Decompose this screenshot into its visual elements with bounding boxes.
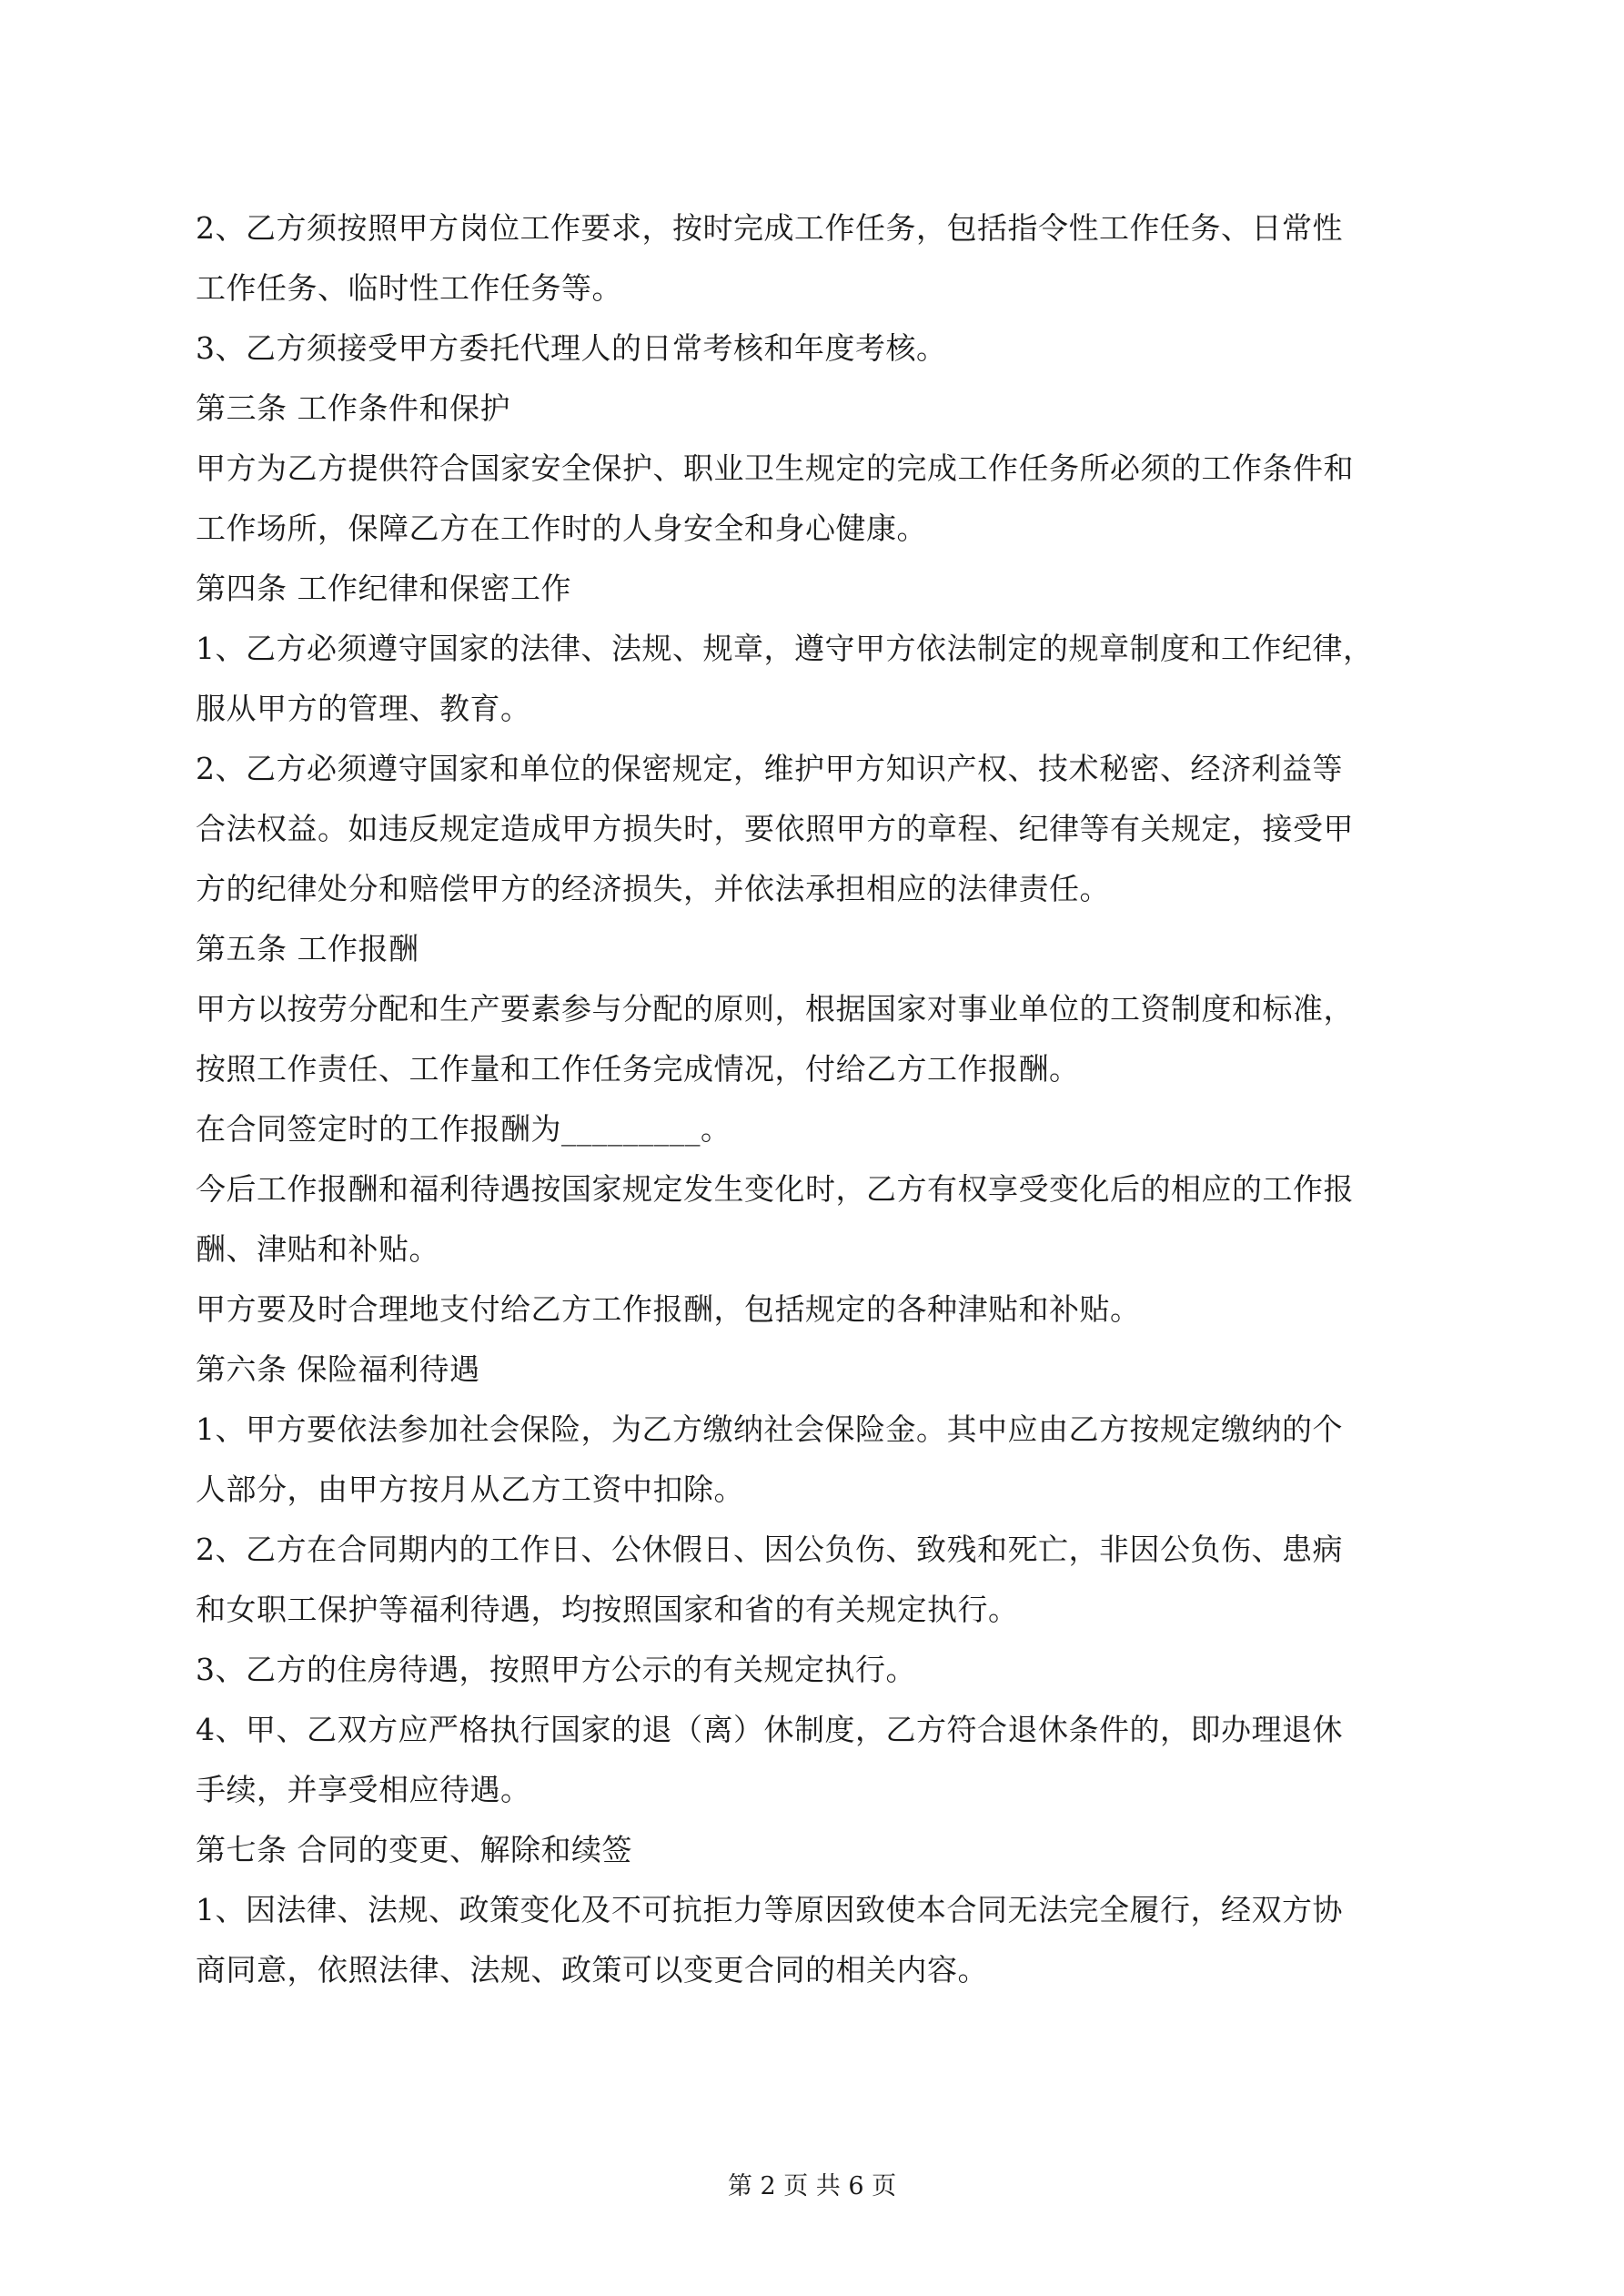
text-line: 2、乙方须按照甲方岗位工作要求，按时完成工作任务，包括指令性工作任务、日常性 <box>196 210 1343 246</box>
document-body <box>196 198 1442 2000</box>
text-line: 今后工作报酬和福利待遇按国家规定发生变化时，乙方有权享受变化后的相应的工作报 <box>196 1171 1354 1207</box>
text-line: 按照工作责任、工作量和工作任务完成情况，付给乙方工作报酬。 <box>196 1051 1080 1087</box>
text-line: 方的纪律处分和赔偿甲方的经济损失，并依法承担相应的法律责任。 <box>196 871 1110 906</box>
text-line: 1、甲方要依法参加社会保险，为乙方缴纳社会保险金。其中应由乙方按规定缴纳的个 <box>196 1411 1343 1447</box>
text-line: 2、乙方在合同期内的工作日、公休假日、因公负伤、致残和死亡，非因公负伤、患病 <box>196 1532 1343 1567</box>
text-line: 甲方要及时合理地支付给乙方工作报酬，包括规定的各种津贴和补贴。 <box>196 1291 1141 1327</box>
text-line: 1、因法律、法规、政策变化及不可抗拒力等原因致使本合同无法完全履行，经双方协 <box>196 1892 1343 1927</box>
section-heading-4: 第四条 工作纪律和保密工作 <box>196 571 571 606</box>
section-heading-6: 第六条 保险福利待遇 <box>196 1351 480 1387</box>
text-line: 4、甲、乙双方应严格执行国家的退（离）休制度，乙方符合退休条件的，即办理退休 <box>196 1712 1343 1747</box>
text-line: 工作场所，保障乙方在工作时的人身安全和身心健康。 <box>196 511 927 546</box>
text-line: 3、乙方的住房待遇，按照甲方公示的有关规定执行。 <box>196 1652 916 1687</box>
text-line: 和女职工保护等福利待遇，均按照国家和省的有关规定执行。 <box>196 1592 1019 1627</box>
section-heading-7: 第七条 合同的变更、解除和续签 <box>196 1832 632 1867</box>
section-heading-3: 第三条 工作条件和保护 <box>196 390 510 426</box>
text-line: 1、乙方必须遵守国家的法律、法规、规章，遵守甲方依法制定的规章制度和工作纪律， <box>196 631 1374 666</box>
section-heading-5: 第五条 工作报酬 <box>196 931 419 966</box>
page-number-footer: 第 2 页 共 6 页 <box>727 2172 897 2200</box>
text-line: 服从甲方的管理、教育。 <box>196 691 531 726</box>
text-line: 3、乙方须接受甲方委托代理人的日常考核和年度考核。 <box>196 330 947 366</box>
text-line: 2、乙方必须遵守国家和单位的保密规定，维护甲方知识产权、技术秘密、经济利益等 <box>196 751 1343 786</box>
text-line: 酬、津贴和补贴。 <box>196 1231 439 1267</box>
text-line: 甲方以按劳分配和生产要素参与分配的原则，根据国家对事业单位的工资制度和标准， <box>196 991 1354 1027</box>
text-line: 商同意，依照法律、法规、政策可以变更合同的相关内容。 <box>196 1952 988 1988</box>
salary-blank-line: 在合同签定时的工作报酬为_________。 <box>196 1111 731 1147</box>
text-line: 工作任务、临时性工作任务等。 <box>196 270 622 306</box>
text-line: 甲方为乙方提供符合国家安全保护、职业卫生规定的完成工作任务所必须的工作条件和 <box>196 450 1354 486</box>
text-line: 合法权益。如违反规定造成甲方损失时，要依照甲方的章程、纪律等有关规定，接受甲 <box>196 811 1354 846</box>
text-line: 手续，并享受相应待遇。 <box>196 1772 531 1807</box>
text-line: 人部分，由甲方按月从乙方工资中扣除。 <box>196 1472 744 1507</box>
